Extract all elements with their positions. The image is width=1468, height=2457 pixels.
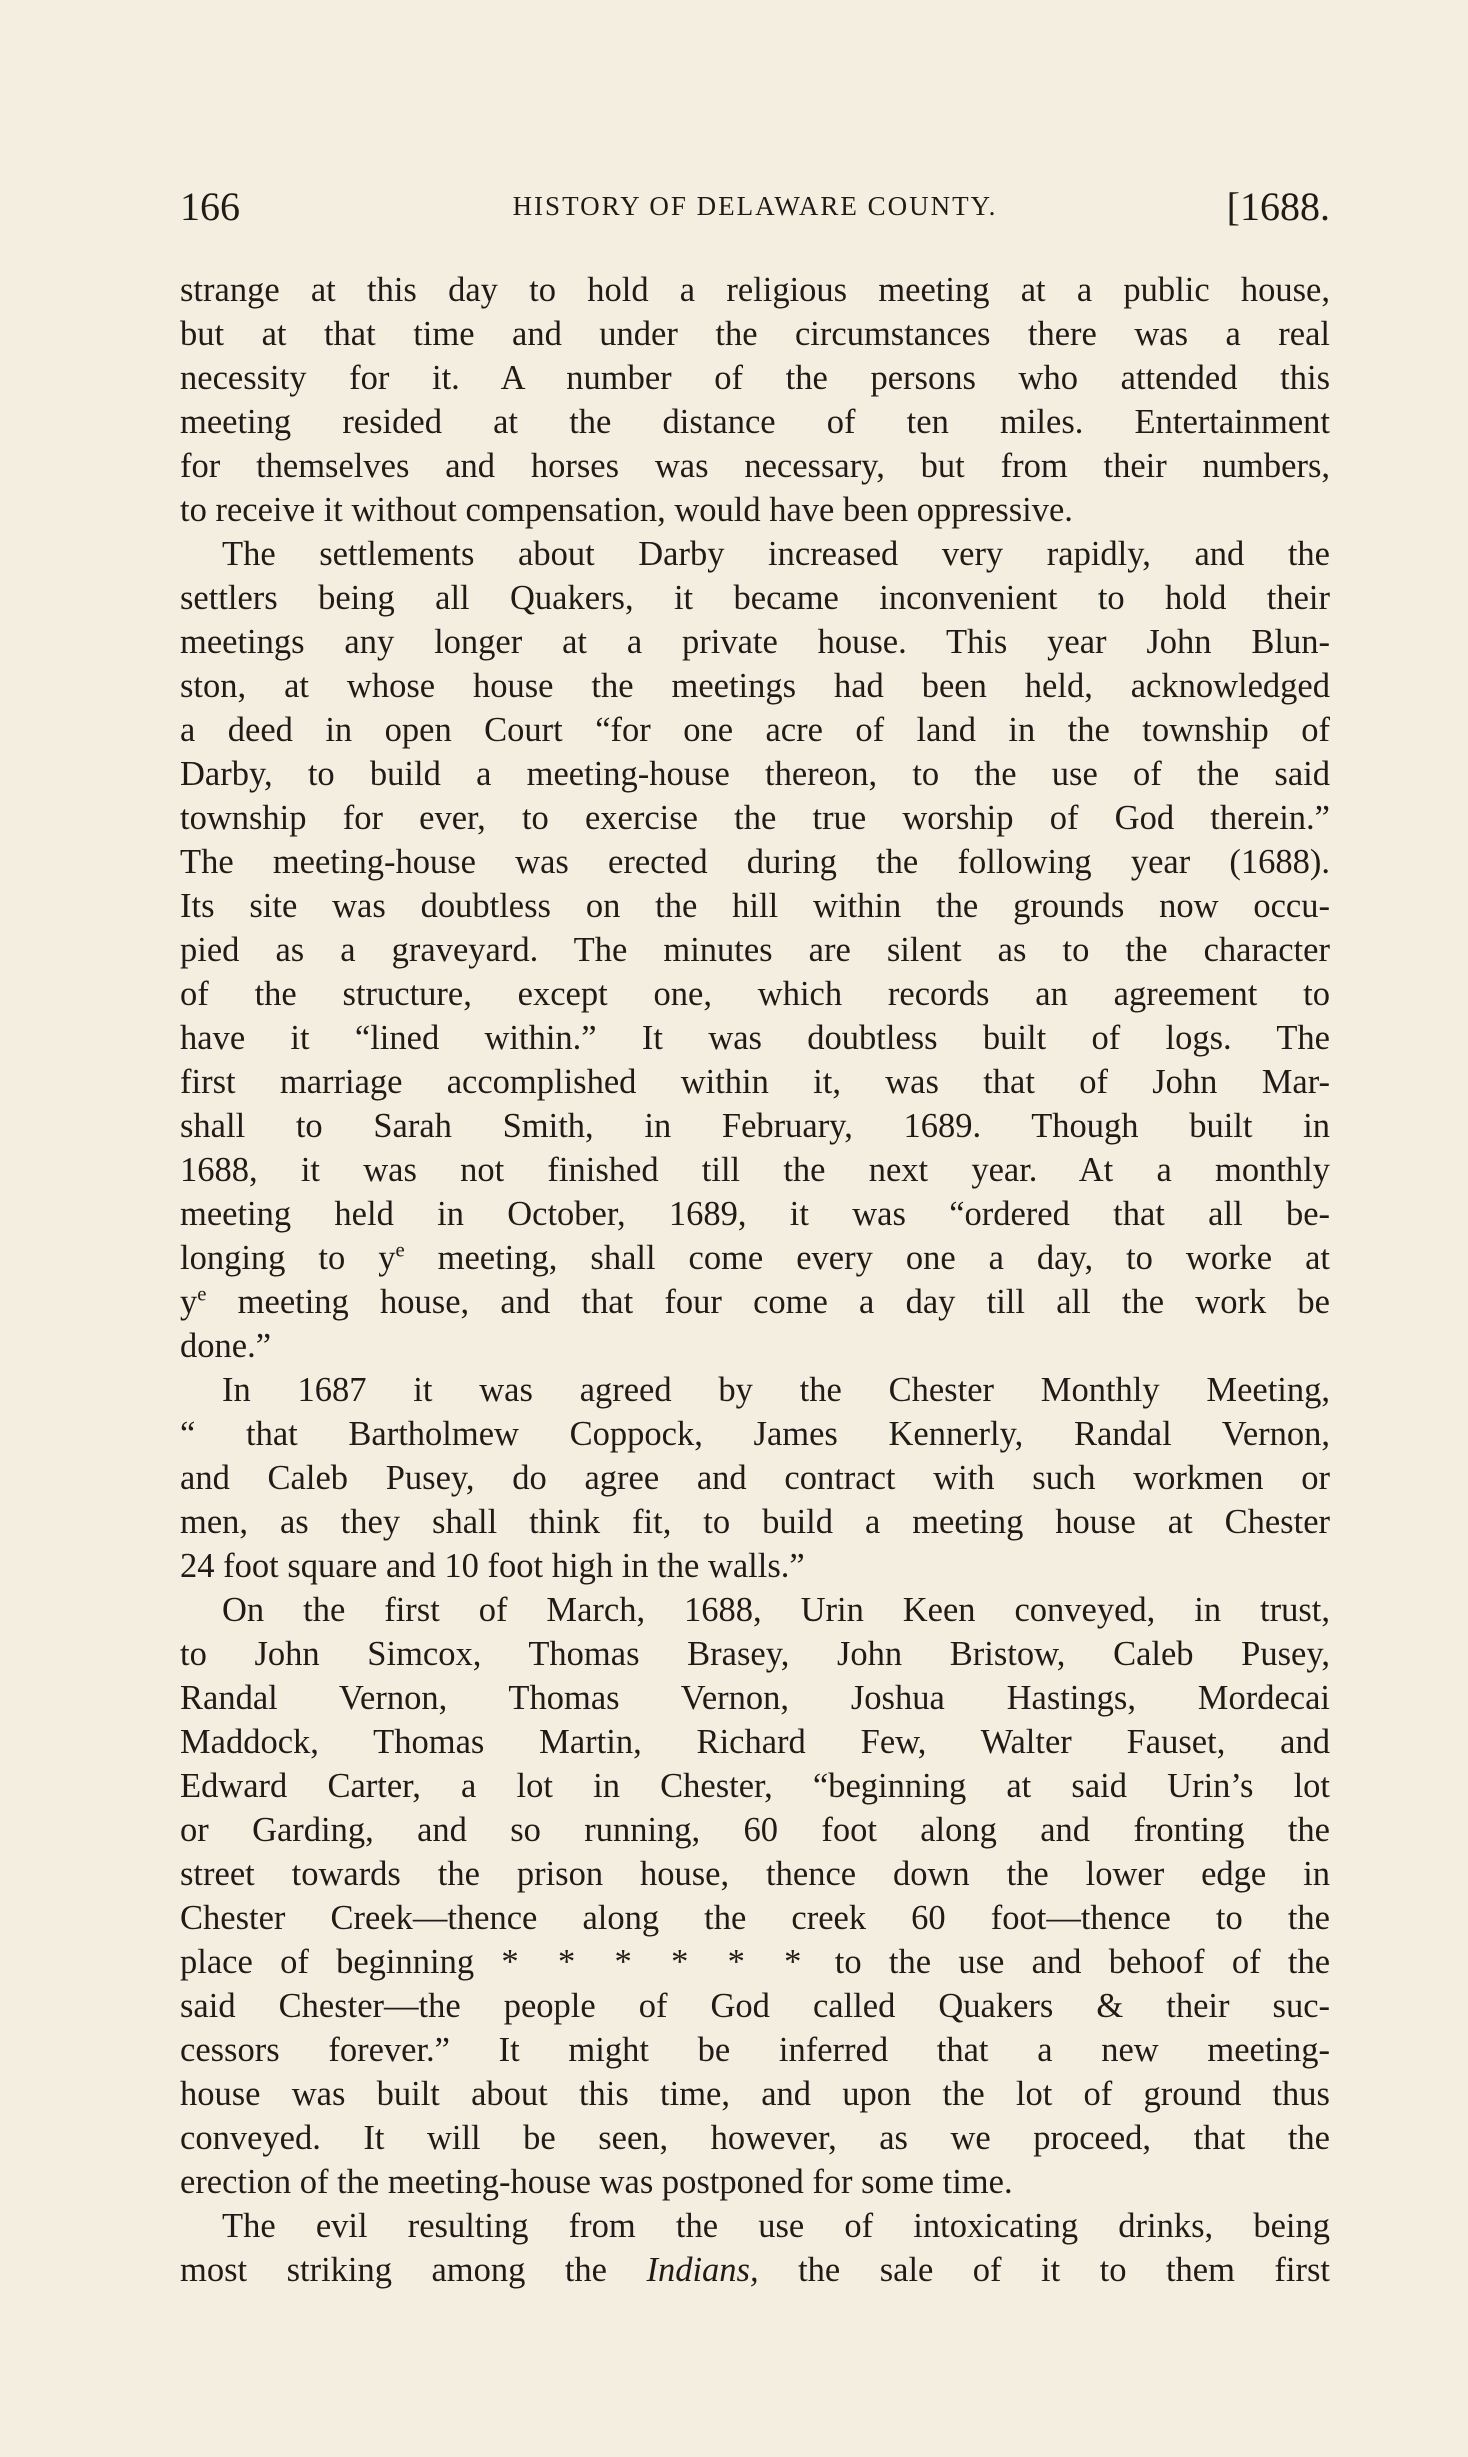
text-line: men, as they shall think fit, to build a meeting house at Chester bbox=[180, 1503, 1330, 1541]
text-line: The meeting-house was erected during the following year (1688). bbox=[180, 843, 1330, 881]
text-line: cessors forever.” It might be inferred that a new meeting- bbox=[180, 2031, 1330, 2069]
text-line bbox=[180, 2248, 1330, 2292]
page-number: 166 bbox=[180, 184, 240, 229]
text-line: Maddock, Thomas Martin, Richard Few, Walter Fauset, and bbox=[180, 1723, 1330, 1761]
line-text: most striking among the bbox=[180, 2251, 607, 2289]
text-line: or Garding, and so running, 60 foot along and fronting the bbox=[180, 1811, 1330, 1849]
text-line: meeting held in October, 1689, it was “ordered that all be- bbox=[180, 1195, 1330, 1233]
text-line: street towards the prison house, thence down the lower edge in bbox=[180, 1855, 1330, 1893]
text-line: but at that time and under the circumstances there was a real bbox=[180, 315, 1330, 353]
text-line: done.” bbox=[180, 1327, 272, 1365]
text-line: and Caleb Pusey, do agree and contract with such workmen or bbox=[180, 1459, 1330, 1497]
text-line: of the structure, except one, which records an agreement to bbox=[180, 975, 1330, 1013]
line-text: y bbox=[180, 1283, 198, 1321]
superscript-e: e bbox=[395, 1239, 405, 1262]
text-line bbox=[180, 1280, 1330, 1324]
text-line: 1688, it was not finished till the next year. At a monthly bbox=[180, 1151, 1330, 1189]
line-text: meeting, shall come every one a day, to worke at bbox=[404, 1239, 1330, 1277]
text-line: In 1687 it was agreed by the Chester Monthly Meeting, bbox=[222, 1371, 1330, 1409]
text-line: first marriage accomplished within it, was that of John Mar- bbox=[180, 1063, 1330, 1101]
text-line: erection of the meeting-house was postponed for some time. bbox=[180, 2163, 1013, 2201]
text-line: township for ever, to exercise the true worship of God therein.” bbox=[180, 799, 1330, 837]
superscript-e: e bbox=[197, 1283, 207, 1306]
text-line: a deed in open Court “for one acre of land in the township of bbox=[180, 711, 1330, 749]
text-line: Edward Carter, a lot in Chester, “beginning at said Urin’s lot bbox=[180, 1767, 1330, 1805]
line-text: meeting house, and that four come a day till all the work be bbox=[206, 1283, 1330, 1321]
page-header bbox=[180, 183, 1330, 239]
text-line: pied as a graveyard. The minutes are silent as to the character bbox=[180, 931, 1330, 969]
text-line: The settlements about Darby increased very rapidly, and the bbox=[222, 535, 1330, 573]
text-line: The evil resulting from the use of intoxicating drinks, being bbox=[222, 2207, 1330, 2245]
text-line: Randal Vernon, Thomas Vernon, Joshua Hastings, Mordecai bbox=[180, 1679, 1330, 1717]
text-line: said Chester—the people of God called Quakers & their suc- bbox=[180, 1987, 1330, 2025]
text-line bbox=[180, 1236, 1330, 1280]
text-line: “ that Bartholmew Coppock, James Kennerly, Randal Vernon, bbox=[180, 1415, 1330, 1453]
text-line: settlers being all Quakers, it became inconvenient to hold their bbox=[180, 579, 1330, 617]
text-line: to John Simcox, Thomas Brasey, John Bristow, Caleb Pusey, bbox=[180, 1635, 1330, 1673]
text-line: necessity for it. A number of the persons who attended this bbox=[180, 359, 1330, 397]
text-line: to receive it without compensation, would have been oppressive. bbox=[180, 491, 1073, 529]
asterisks: * * * * * * bbox=[501, 1943, 808, 1981]
header-year: [1688. bbox=[1226, 184, 1330, 229]
italic-indians: Indians, bbox=[646, 2251, 759, 2289]
page-body bbox=[180, 268, 1330, 2292]
text-line: On the first of March, 1688, Urin Keen conveyed, in trust, bbox=[222, 1591, 1330, 1629]
text-line: meeting resided at the distance of ten miles. Entertainment bbox=[180, 403, 1330, 441]
line-text: longing to y bbox=[180, 1239, 396, 1277]
text-line: conveyed. It will be seen, however, as we proceed, that the bbox=[180, 2119, 1330, 2157]
text-line: meetings any longer at a private house. This year John Blun- bbox=[180, 623, 1330, 661]
text-line: Its site was doubtless on the hill within the grounds now occu- bbox=[180, 887, 1330, 925]
line-text: place of beginning bbox=[180, 1943, 475, 1981]
text-line: for themselves and horses was necessary, but from their numbers, bbox=[180, 447, 1330, 485]
text-line: shall to Sarah Smith, in February, 1689. Though built in bbox=[180, 1107, 1330, 1145]
text-line: Chester Creek—thence along the creek 60 foot—thence to the bbox=[180, 1899, 1330, 1937]
text-line: ston, at whose house the meetings had been held, acknowledged bbox=[180, 667, 1330, 705]
text-line: 24 foot square and 10 foot high in the walls.” bbox=[180, 1547, 805, 1585]
text-line: strange at this day to hold a religious meeting at a public house, bbox=[180, 271, 1330, 309]
text-line bbox=[180, 1940, 1330, 1984]
line-text: the sale of it to them first bbox=[798, 2251, 1330, 2289]
line-text: to the use and behoof of the bbox=[807, 1943, 1330, 1981]
text-line: Darby, to build a meeting-house thereon, to the use of the said bbox=[180, 755, 1330, 793]
text-line: have it “lined within.” It was doubtless built of logs. The bbox=[180, 1019, 1330, 1057]
text-line: house was built about this time, and upon the lot of ground thus bbox=[180, 2075, 1330, 2113]
running-title: HISTORY OF DELAWARE COUNTY. bbox=[512, 191, 998, 221]
